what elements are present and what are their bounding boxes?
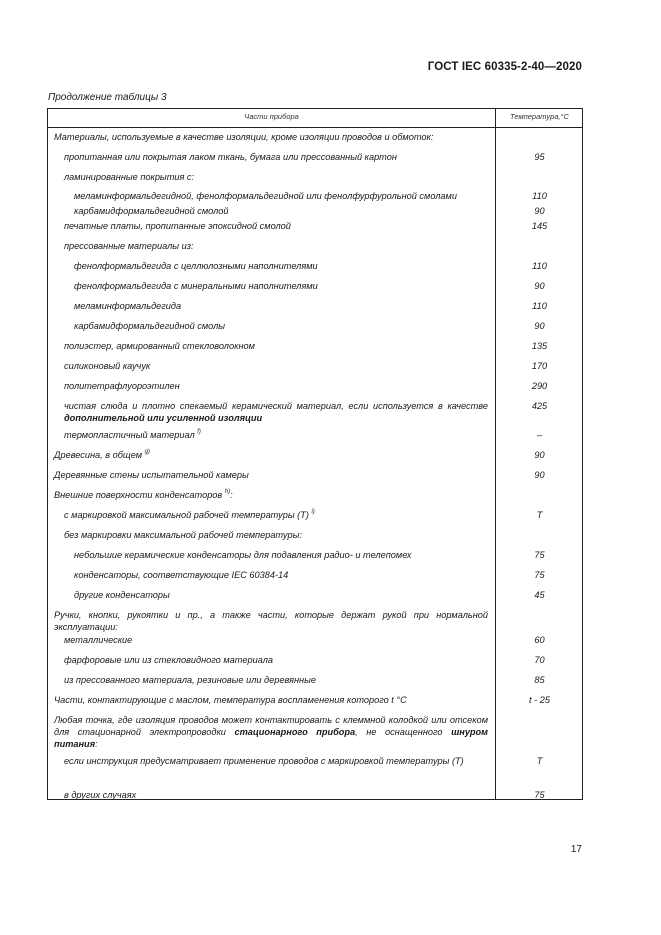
part-text: фарфоровые или из стекловидного материала xyxy=(64,655,274,665)
bold-term: стационарного прибора xyxy=(234,727,356,737)
row-temperature: 90 xyxy=(534,321,545,331)
part-text: Ручки, кнопки, рукоятки и пр., а также части, которые держат рукой при нормальной эксплуатации: xyxy=(54,610,488,632)
part-text: печатные платы, пропитанные эпоксидной смолой xyxy=(64,221,291,231)
part-text: полиэстер, армированный стекловолокном xyxy=(64,341,255,351)
part-text: термопластичный материал xyxy=(64,430,195,440)
row-temperature: t - 25 xyxy=(529,695,550,705)
part-text: прессованные материалы из: xyxy=(64,241,194,251)
footnote-ref: g) xyxy=(144,448,150,455)
row-part-text xyxy=(64,429,488,441)
row-temperature: 75 xyxy=(534,790,545,800)
part-text: Части, контактирующие с маслом, температура воспламенения которого t °C xyxy=(54,695,407,705)
part-text: Внешние поверхности конденсаторов xyxy=(54,490,223,500)
row-temperature: 95 xyxy=(534,152,545,162)
table-caption: Продолжение таблицы 3 xyxy=(48,92,167,103)
part-text: в других случаях xyxy=(64,790,137,800)
part-text: с маркировкой максимальной рабочей температуры (T) xyxy=(64,510,309,520)
column-header-temperature: Температура,°С xyxy=(510,112,569,121)
footnote-ref: h) xyxy=(224,488,231,495)
row-part-text xyxy=(64,634,488,646)
row-part-text xyxy=(74,549,488,561)
part-text: карбамидформальдегидной смолой xyxy=(74,206,229,216)
page-number: 17 xyxy=(570,844,582,855)
row-temperature: 135 xyxy=(531,341,548,351)
part-text: политетрафлуороэтилен xyxy=(64,381,180,391)
row-part-text xyxy=(54,694,488,706)
part-text: меламинформальдегида xyxy=(74,301,182,311)
row-part-text xyxy=(54,489,488,501)
row-part-text xyxy=(64,654,488,666)
part-text: Деревянные стены испытательной камеры xyxy=(54,470,249,480)
row-part-text xyxy=(74,300,488,312)
row-part-text xyxy=(74,190,488,202)
row-part-text xyxy=(74,205,488,217)
row-temperature: – xyxy=(536,430,543,440)
row-temperature: 290 xyxy=(531,381,548,391)
row-temperature: 70 xyxy=(534,655,545,665)
row-temperature: 75 xyxy=(534,550,545,560)
part-tail: : xyxy=(230,490,233,500)
part-text: чистая слюда и плотно спекаемый керамический материал, если используется в качестве xyxy=(64,401,488,411)
row-temperature: 110 xyxy=(532,301,547,311)
row-temperature: 110 xyxy=(532,191,547,201)
row-temperature: T xyxy=(536,510,543,520)
part-text: Древесина, в общем xyxy=(54,450,143,460)
column-header-part: Части прибора xyxy=(244,112,299,121)
row-part-text xyxy=(74,280,488,292)
footnote-sup xyxy=(311,509,314,515)
part-text: меламинформальдегидной, фенолформальдегидной или фенолфурфурольной смолами xyxy=(74,191,457,201)
row-temperature: T xyxy=(536,756,543,766)
part-text: Любая точка, где изоляция проводов может контактировать с клеммной колодкой или отсеком для стационарной электропроводки xyxy=(54,715,488,737)
part-text: карбамидформальдегидной смолы xyxy=(74,321,226,331)
row-part-text xyxy=(74,260,488,272)
part-text: фенолформальдегида с минеральными наполнителями xyxy=(74,281,318,291)
part-text: без маркировки максимальной рабочей температуры: xyxy=(64,530,302,540)
row-temperature: 90 xyxy=(534,450,545,460)
part-text: небольшие керамические конденсаторы для подавления радио- и телепомех xyxy=(74,550,412,560)
row-part-text xyxy=(64,529,488,541)
row-part-text xyxy=(64,789,488,801)
row-temperature: 75 xyxy=(534,570,545,580)
footnote-sup xyxy=(145,449,150,455)
part-text: силиконовый каучук xyxy=(64,361,151,371)
footnote-sup xyxy=(225,489,230,495)
row-part-text xyxy=(64,340,488,352)
part-text: Материалы, используемые в качестве изоляции, кроме изоляции проводов и обмоток: xyxy=(54,132,434,142)
row-part-text xyxy=(64,755,488,767)
row-part-text xyxy=(64,171,488,183)
part-text: другие конденсаторы xyxy=(74,590,170,600)
row-part-text xyxy=(64,151,488,163)
row-part-text xyxy=(54,131,488,143)
header-divider xyxy=(48,127,582,128)
row-part-text xyxy=(64,240,488,252)
row-part-text xyxy=(54,469,488,481)
row-temperature: 90 xyxy=(534,281,545,291)
row-part-text xyxy=(54,609,488,633)
row-temperature: 110 xyxy=(532,261,547,271)
row-temperature: 60 xyxy=(534,635,545,645)
part-text: ламинированные покрытия с: xyxy=(64,172,195,182)
part-text-cont: , не оснащенного xyxy=(355,727,443,737)
part-text: из прессованного материала, резиновые или деревянные xyxy=(64,675,316,685)
row-part-text xyxy=(74,569,488,581)
row-temperature: 45 xyxy=(534,590,545,600)
part-text: конденсаторы, соответствующие IEC 60384-14 xyxy=(74,570,289,580)
row-part-text xyxy=(74,589,488,601)
footnote-sup xyxy=(197,429,201,435)
footnote-ref: f) xyxy=(197,428,201,435)
row-part-text xyxy=(64,674,488,686)
row-part-text xyxy=(64,360,488,372)
temperature-table xyxy=(47,108,583,800)
row-temperature: 90 xyxy=(534,206,545,216)
row-part-text xyxy=(74,320,488,332)
bold-term: дополнительной или усиленной изоляции xyxy=(64,413,263,423)
part-text: если инструкция предусматривает применение проводов с маркировкой температуры (T) xyxy=(64,756,464,766)
row-part-text xyxy=(54,714,488,750)
document-code: ГОСТ IEC 60335-2-40—2020 xyxy=(427,61,582,73)
row-part-text xyxy=(64,380,488,392)
row-part-text xyxy=(64,220,488,232)
part-text: металлические xyxy=(64,635,133,645)
bold-term: шнуром питания xyxy=(54,727,488,749)
row-part-text xyxy=(64,509,488,521)
part-text: фенолформальдегида с целлюлозными наполнителями xyxy=(74,261,318,271)
row-temperature: 145 xyxy=(531,221,548,231)
row-temperature: 90 xyxy=(534,470,545,480)
row-part-text xyxy=(64,400,488,424)
row-part-text xyxy=(54,449,488,461)
row-temperature: 170 xyxy=(531,361,548,371)
row-temperature: 425 xyxy=(531,401,548,411)
row-temperature: 85 xyxy=(534,675,545,685)
part-text: пропитанная или покрытая лаком ткань, бумага или прессованный картон xyxy=(64,152,397,162)
part-tail: : xyxy=(95,739,98,749)
footnote-ref: i) xyxy=(311,508,315,515)
